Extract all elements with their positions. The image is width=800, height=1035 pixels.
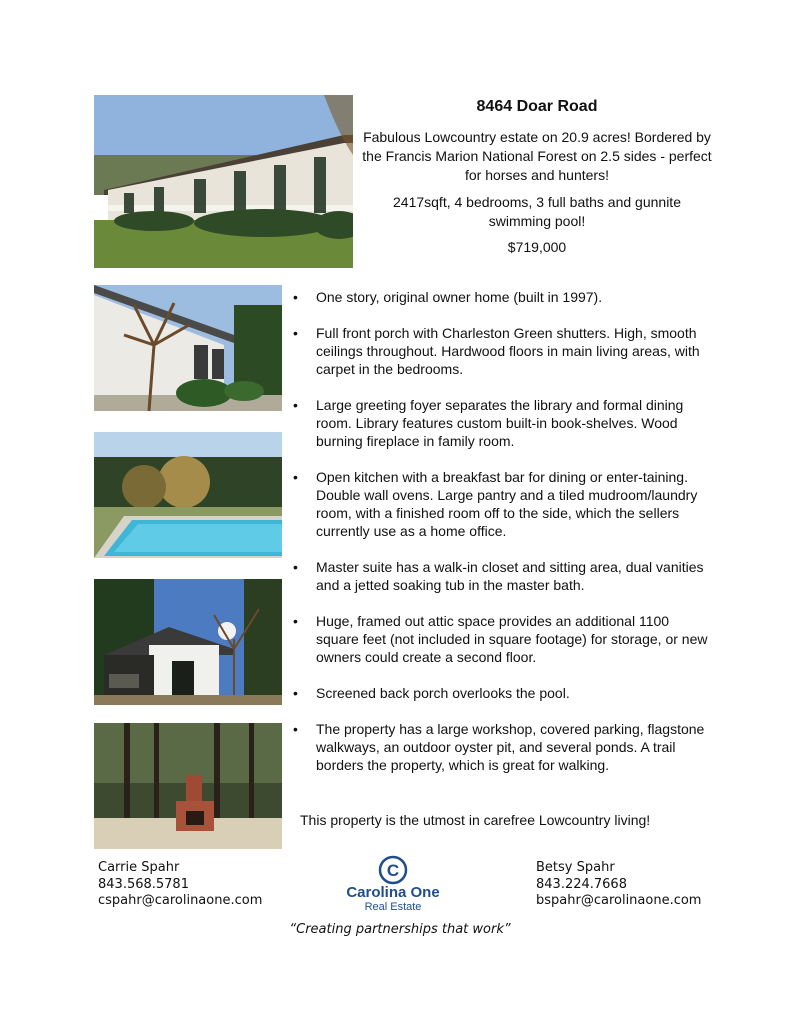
feature-text: Master suite has a walk-in closet and sitting area, dual vanities and a jetted soaking tub in the master bath. [316, 559, 704, 593]
listing-header [362, 98, 712, 255]
carolina-one-logo [338, 855, 448, 914]
feature-item [290, 288, 710, 306]
listing-price: $719,000 [507, 239, 567, 255]
agent-email[interactable]: bspahr@carolinaone.com [536, 893, 702, 908]
bullet-icon: • [293, 613, 298, 629]
agent-phone[interactable]: 843.568.5781 [98, 876, 189, 892]
feature-item [290, 396, 710, 450]
pool-photo [94, 432, 282, 558]
feature-text: Full front porch with Charleston Green shutters. High, smooth ceilings throughout. Hardwood floors in main living areas, with carpet in the bedrooms. [316, 325, 700, 377]
feature-text: The property has a large workshop, covered parking, flagstone walkways, an outdoor oyster pit, and several ponds. A trail borders the property, which is great for walking. [316, 721, 705, 773]
agent-contact-left [98, 860, 262, 910]
feature-text: Huge, framed out attic space provides an additional 1100 square feet (not included in square footage) for storage, or new owners could create a second floor. [316, 613, 708, 665]
listing-tagline: Fabulous Lowcountry estate on 20.9 acres! Bordered by the Francis Marion National Forest on 2.5 sides - perfect for horses and hunters! [362, 129, 712, 183]
feature-item [290, 558, 710, 594]
feature-text: Open kitchen with a breakfast bar for dining or enter-taining. Double wall ovens. Large pantry and a tiled mudroom/laundry room, with a finished room off to the side, which the sellers currently use as a home office. [316, 469, 698, 539]
house-side-photo [94, 285, 282, 411]
bullet-icon: • [293, 685, 298, 701]
bullet-icon: • [293, 289, 298, 305]
feature-list [290, 288, 710, 792]
feature-item [290, 324, 710, 378]
bullet-icon: • [293, 469, 298, 485]
agent-phone[interactable]: 843.224.7668 [536, 876, 627, 892]
logo-name: Carolina One [346, 884, 440, 901]
feature-item [290, 720, 710, 774]
bullet-icon: • [293, 325, 298, 341]
listing-specs: 2417sqft, 4 bedrooms, 3 full baths and gunnite swimming pool! [393, 194, 681, 229]
copyright-c-logo-icon [378, 855, 408, 885]
listing-title: 8464 Doar Road [476, 98, 598, 115]
workshop-photo [94, 579, 282, 705]
feature-item [290, 612, 710, 666]
slogan: “Creating partnerships that work” [289, 922, 511, 937]
logo-subtitle: Real Estate [364, 901, 422, 913]
agent-name: Betsy Spahr [536, 860, 615, 875]
feature-text: Large greeting foyer separates the library and formal dining room. Library features custom built-in book-shelves. Wood burning fireplace in family room. [316, 397, 684, 449]
agent-email[interactable]: cspahr@carolinaone.com [98, 893, 263, 908]
bullet-icon: • [293, 397, 298, 413]
feature-text: Screened back porch overlooks the pool. [316, 685, 570, 701]
agent-contact-right [536, 860, 701, 910]
agent-name: Carrie Spahr [98, 860, 180, 875]
feature-item [290, 468, 710, 540]
logo-mark-letter: C [386, 861, 400, 880]
feature-text: One story, original owner home (built in 1997). [316, 289, 603, 305]
bullet-icon: • [293, 559, 298, 575]
house-front-photo [94, 95, 353, 268]
oyster-pit-photo [94, 723, 282, 849]
closing-line: This property is the utmost in carefree Lowcountry living! [300, 812, 651, 828]
feature-item [290, 684, 710, 702]
bullet-icon: • [293, 721, 298, 737]
